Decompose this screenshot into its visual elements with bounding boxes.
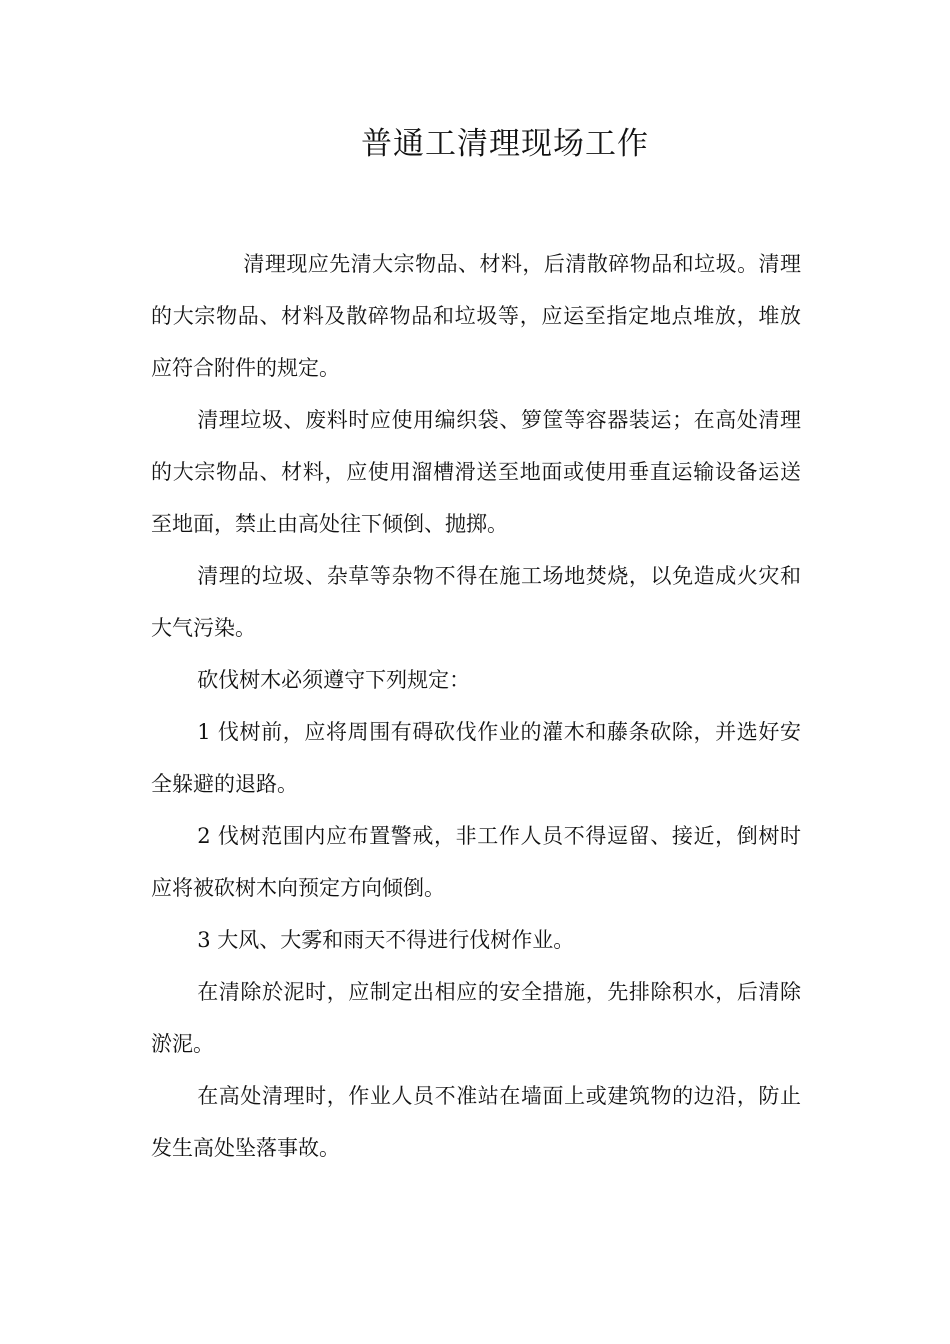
document-body [151,238,801,1174]
paragraph-tree-felling-rules: 砍伐树木必须遵守下列规定： [197,668,471,692]
paragraph-no-burning: 清理的垃圾、杂草等杂物不得在施工场地焚烧，以免造成火灾和大气污染。 [151,564,801,640]
paragraph-height-safety: 在高处清理时，作业人员不准站在墙面上或建筑物的边沿，防止发生高处坠落事故。 [151,1084,801,1160]
paragraph-rule-3: 3 大风、大雾和雨天不得进行伐树作业。 [197,928,575,952]
paragraph-clearing-order: 清理现应先清大宗物品、材料，后清散碎物品和垃圾。清理的大宗物品、材料及散碎物品和垃圾等，应运至指定地点堆放，堆放应符合附件的规定。 [151,252,801,380]
paragraph-rule-2: 2 伐树范围内应布置警戒，非工作人员不得逗留、接近，倒树时应将被砍树木向预定方向倾倒。 [151,824,801,900]
paragraph-rule-1: 1 伐树前，应将周围有碍砍伐作业的灌木和藤条砍除，并选好安全躲避的退路。 [151,720,801,796]
paragraph-waste-containers: 清理垃圾、废料时应使用编织袋、箩筐等容器装运；在高处清理的大宗物品、材料，应使用溜槽滑送至地面或使用垂直运输设备运送至地面，禁止由高处往下倾倒、抛掷。 [151,408,801,536]
paragraph-silt-removal: 在清除於泥时，应制定出相应的安全措施，先排除积水，后清除淤泥。 [151,980,801,1056]
document-title: 普通工清理现场工作 [361,126,649,162]
